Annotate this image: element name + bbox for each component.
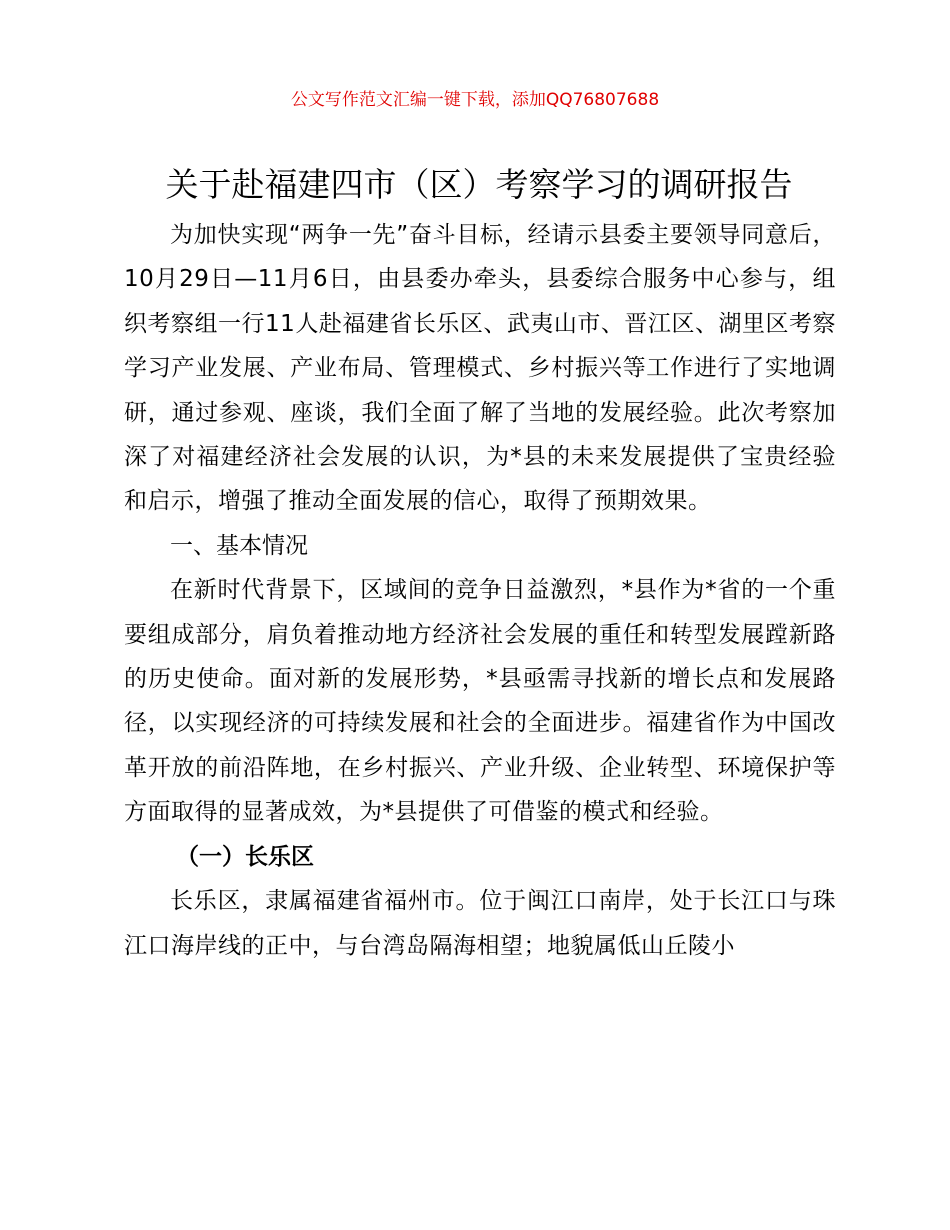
document-title: 关于赴福建四市（区）考察学习的调研报告 [165,165,793,204]
subsection-paragraph-changle: 长乐区，隶属福建省福州市。位于闽江口南岸，处于长江口与珠江口海岸线的正中，与台湾岛隔海相望；地貌属低山丘陵小 [124,888,836,959]
document-body [124,213,836,968]
header-note: 公文写作范文汇编一键下载，添加QQ76807688 [290,90,660,110]
section-paragraph-basic-situation: 在新时代背景下，区域间的竞争日益激烈，*县作为*省的一个重要组成部分，肩负着推动地方经济社会发展的重任和转型发展蹚新路的历史使命。面对新的发展形势，*县亟需寻找新的增长点和发展路径，以实现经济的可持续发展和社会的全面进步。福建省作为中国改革开放的前沿阵地，在乡村振兴、产业升级、企业转型、环境保护等方面取得的显著成效，为*县提供了可借鉴的模式和经验。 [124,577,836,826]
section-heading-basic-situation: 一、基本情况 [170,532,308,559]
subsection-heading-changle: （一）长乐区 [176,843,314,870]
intro-paragraph: 为加快实现“两争一先”奋斗目标，经请示县委主要领导同意后，10月29日—11月6日，由县委办牵头，县委综合服务中心参与，组织考察组一行11人赴福建省长乐区、武夷山市、晋江区、湖里区考察学习产业发展、产业布局、管理模式、乡村振兴等工作进行了实地调研，通过参观、座谈，我们全面了解了当地的发展经验。此次考察加深了对福建经济社会发展的认识，为*县的未来发展提供了宝贵经验和启示，增强了推动全面发展的信心，取得了预期效果。 [124,222,836,515]
